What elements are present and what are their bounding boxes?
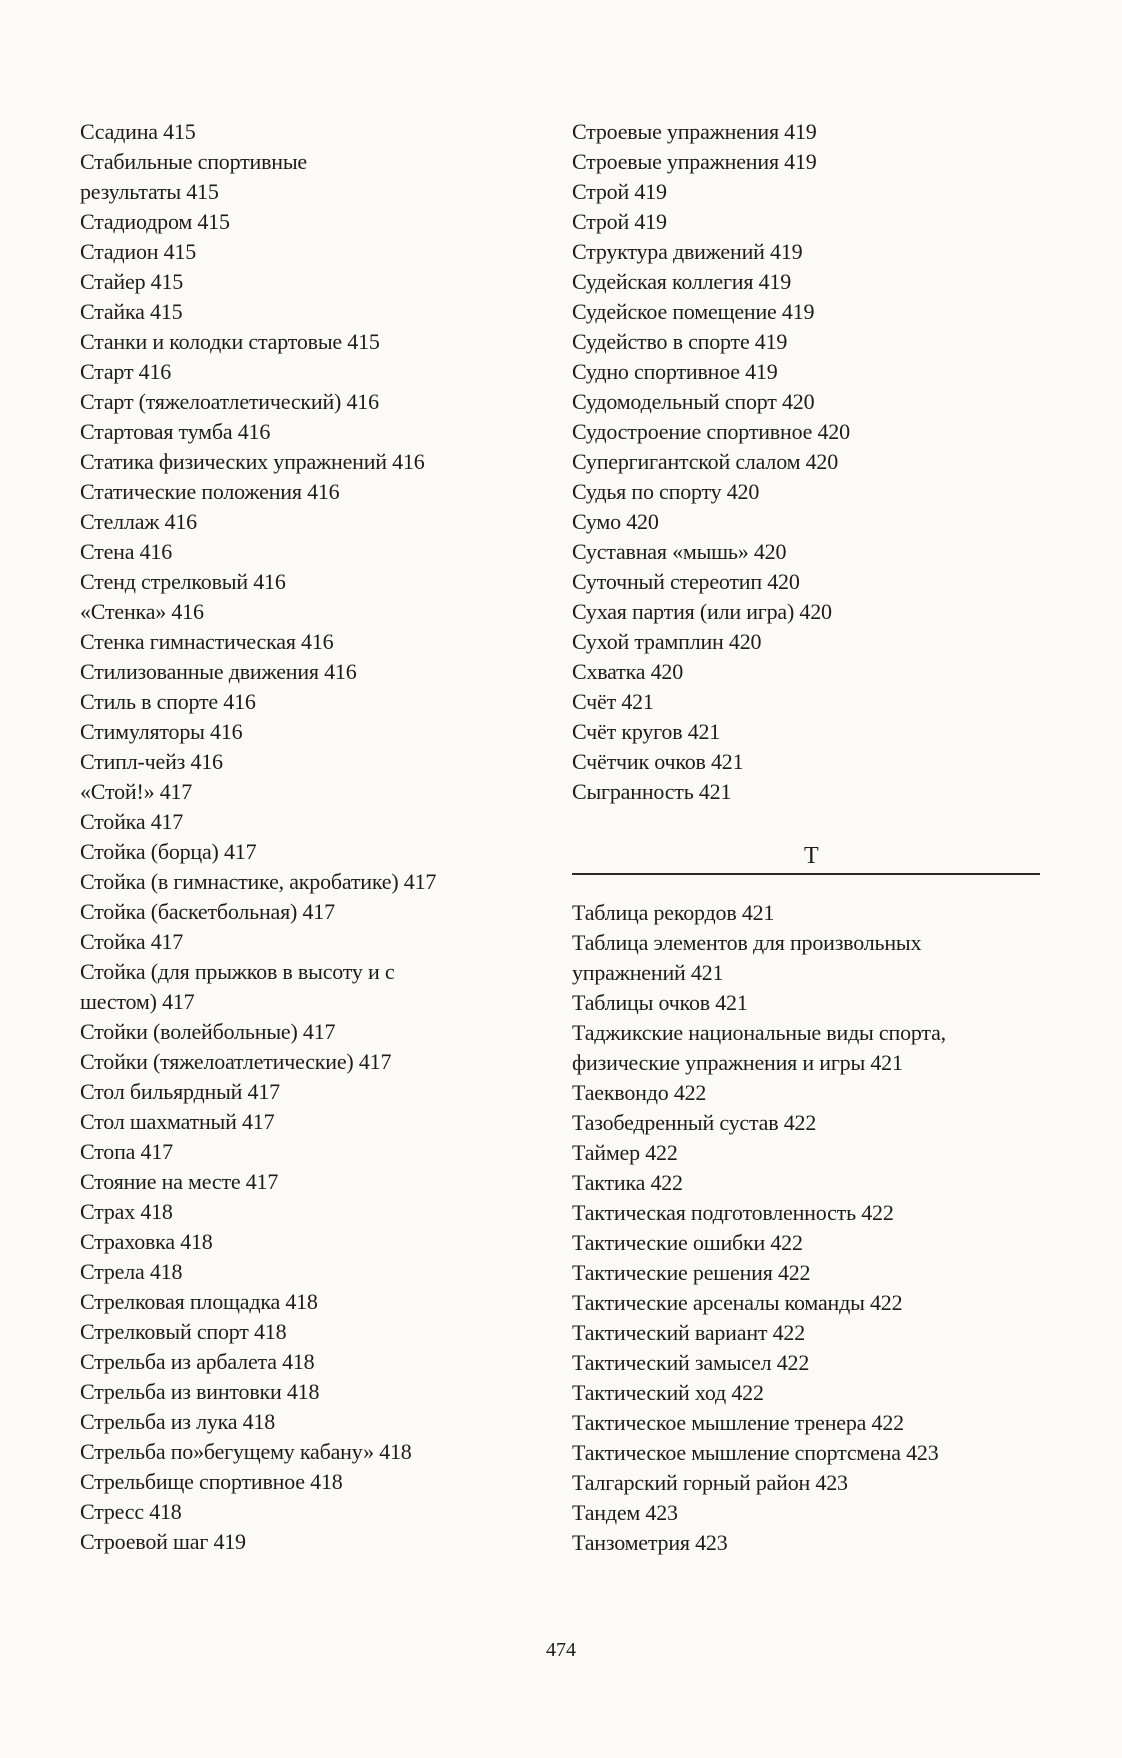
index-entry: Строй 419 <box>572 209 667 234</box>
index-entry: «Стой!» 417 <box>80 779 193 804</box>
index-entry: Стойка 417 <box>80 809 184 834</box>
index-entry: Суточный стереотип 420 <box>572 569 800 594</box>
index-entry: Строевой шаг 419 <box>80 1529 246 1554</box>
index-entry: Структура движений 419 <box>572 239 803 264</box>
index-entry: Стенка гимнастическая 416 <box>80 629 334 654</box>
index-entry: Таймер 422 <box>572 1140 678 1165</box>
index-entry: Стояние на месте 417 <box>80 1169 279 1194</box>
index-entry: Статика физических упражнений 416 <box>80 449 425 474</box>
index-entry: Старт 416 <box>80 359 172 384</box>
index-entry: Ссадина 415 <box>80 119 196 144</box>
index-entry: Тандем 423 <box>572 1500 678 1525</box>
index-entry: Станки и колодки стартовые 415 <box>80 329 380 354</box>
index-entry: Статические положения 416 <box>80 479 340 504</box>
index-entry: Супергигантской слалом 420 <box>572 449 838 474</box>
index-entry: Стилизованные движения 416 <box>80 659 357 684</box>
index-entry: Тактическое мышление тренера 422 <box>572 1410 904 1435</box>
index-entry: Таблица элементов для произвольных <box>572 930 922 955</box>
index-entry: Сумо 420 <box>572 509 659 534</box>
index-entry: Строевые упражнения 419 <box>572 149 817 174</box>
page-number: 474 <box>546 1639 576 1661</box>
index-entry: Таджикские национальные виды спорта, <box>572 1020 946 1045</box>
index-entry: Стойка 417 <box>80 929 184 954</box>
index-entry: Судейская коллегия 419 <box>572 269 791 294</box>
index-entry: Стрельба по»бегущему кабану» 418 <box>80 1439 412 1464</box>
index-entry: Стойка (для прыжков в высоту и с <box>80 959 395 984</box>
index-entry: Тактика 422 <box>572 1170 683 1195</box>
index-entry: Тактические ошибки 422 <box>572 1230 803 1255</box>
index-entry: Стресс 418 <box>80 1499 182 1524</box>
index-entry: упражнений 421 <box>572 960 724 985</box>
index-entry: Судейское помещение 419 <box>572 299 815 324</box>
index-entry: Стипл-чейз 416 <box>80 749 223 774</box>
index-entry: Тактические решения 422 <box>572 1260 811 1285</box>
index-entry: Стойка (борца) 417 <box>80 839 257 864</box>
index-entry: Стартовая тумба 416 <box>80 419 271 444</box>
index-entry: Стиль в спорте 416 <box>80 689 256 714</box>
index-entry: Судейство в спорте 419 <box>572 329 788 354</box>
index-entry: Страховка 418 <box>80 1229 213 1254</box>
index-entry: Счётчик очков 421 <box>572 749 744 774</box>
index-entry: Стойки (волейбольные) 417 <box>80 1019 336 1044</box>
index-entry: Судомодельный спорт 420 <box>572 389 815 414</box>
index-entry: Стрелковая площадка 418 <box>80 1289 318 1314</box>
index-entry: Тактический вариант 422 <box>572 1320 806 1345</box>
section-letter: Т <box>804 843 819 869</box>
index-entry: Таеквондо 422 <box>572 1080 707 1105</box>
index-entry: Стол шахматный 417 <box>80 1109 275 1134</box>
index-entry: Стабильные спортивные <box>80 149 307 174</box>
index-entry: Тазобедренный сустав 422 <box>572 1110 817 1135</box>
index-entry: Схватка 420 <box>572 659 684 684</box>
index-entry: Тактический ход 422 <box>572 1380 764 1405</box>
index-entry: Стайер 415 <box>80 269 184 294</box>
index-entry: Стрельба из лука 418 <box>80 1409 276 1434</box>
index-entry: Тактический замысел 422 <box>572 1350 810 1375</box>
index-entry: Стенд стрелковый 416 <box>80 569 286 594</box>
index-entry: физические упражнения и игры 421 <box>572 1050 903 1075</box>
index-column-right-bottom <box>572 898 1042 1558</box>
index-entry: Строевые упражнения 419 <box>572 119 817 144</box>
index-entry: Стойка (баскетбольная) 417 <box>80 899 335 924</box>
index-entry: Талгарский горный район 423 <box>572 1470 848 1495</box>
index-entry: Сыгранность 421 <box>572 779 732 804</box>
index-entry: Счёт кругов 421 <box>572 719 721 744</box>
index-entry: Стрельба из винтовки 418 <box>80 1379 320 1404</box>
index-entry: Стеллаж 416 <box>80 509 197 534</box>
index-entry: Стимуляторы 416 <box>80 719 243 744</box>
index-entry: шестом) 417 <box>80 989 195 1014</box>
index-entry: Стойки (тяжелоатлетические) 417 <box>80 1049 392 1074</box>
index-entry: Стадиодром 415 <box>80 209 230 234</box>
index-entry: Танзометрия 423 <box>572 1530 728 1555</box>
index-entry: Стайка 415 <box>80 299 183 324</box>
index-entry: Стопа 417 <box>80 1139 173 1164</box>
index-entry: Стрела 418 <box>80 1259 183 1284</box>
index-entry: Старт (тяжелоатлетический) 416 <box>80 389 379 414</box>
index-entry: Сухой трамплин 420 <box>572 629 762 654</box>
index-entry: Стадион 415 <box>80 239 197 264</box>
index-entry: Стрельба из арбалета 418 <box>80 1349 315 1374</box>
index-entry: Сухая партия (или игра) 420 <box>572 599 832 624</box>
index-entry: Стрельбище спортивное 418 <box>80 1469 343 1494</box>
index-entry: Стойка (в гимнастике, акробатике) 417 <box>80 869 437 894</box>
index-entry: Таблицы очков 421 <box>572 990 748 1015</box>
index-entry: результаты 415 <box>80 179 219 204</box>
index-entry: Счёт 421 <box>572 689 654 714</box>
index-column-left <box>80 117 550 1557</box>
index-entry: Тактические арсеналы команды 422 <box>572 1290 903 1315</box>
index-entry: Судно спортивное 419 <box>572 359 778 384</box>
section-divider <box>572 843 1040 875</box>
index-entry: Стол бильярдный 417 <box>80 1079 280 1104</box>
index-entry: Судья по спорту 420 <box>572 479 760 504</box>
index-entry: Стена 416 <box>80 539 173 564</box>
index-entry: Строй 419 <box>572 179 667 204</box>
index-entry: Тактическая подготовленность 422 <box>572 1200 894 1225</box>
index-entry: «Стенка» 416 <box>80 599 204 624</box>
index-entry: Суставная «мышь» 420 <box>572 539 787 564</box>
index-entry: Таблица рекордов 421 <box>572 900 775 925</box>
index-entry: Судостроение спортивное 420 <box>572 419 850 444</box>
index-column-right-top <box>572 117 1042 807</box>
index-entry: Стрелковый спорт 418 <box>80 1319 287 1344</box>
index-entry: Страх 418 <box>80 1199 173 1224</box>
index-entry: Тактическое мышление спортсмена 423 <box>572 1440 939 1465</box>
